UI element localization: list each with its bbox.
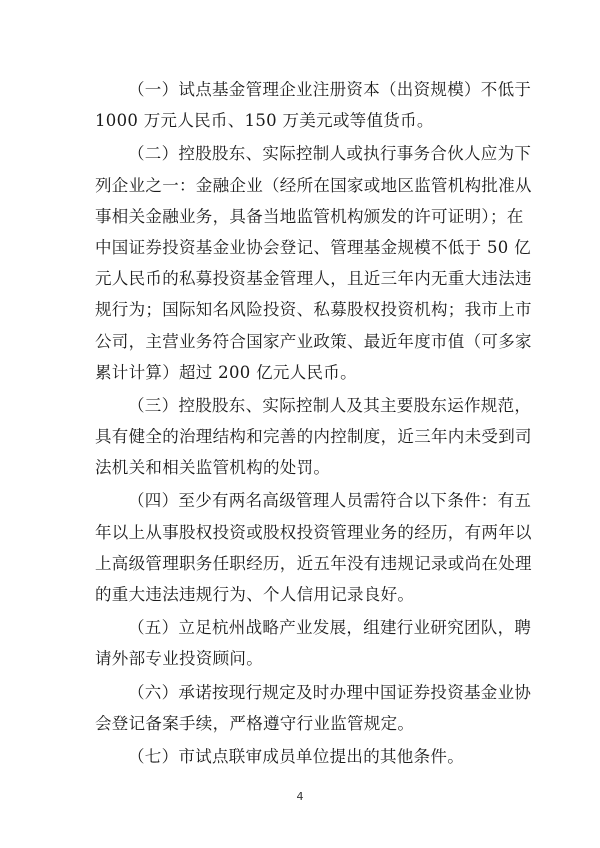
text-line: （一）试点基金管理企业注册资本（出资规模）不低于 — [128, 80, 532, 99]
text-line: （三）控股股东、实际控制人及其主要股东运作规范， — [128, 395, 532, 415]
document-body — [95, 74, 532, 772]
text-line: 法机关和相关监管机构的处罚。 — [95, 458, 331, 478]
paragraph-6 — [95, 677, 532, 739]
text-line: 中国证券投资基金业协会登记、管理基金规模不低于 50 亿 — [95, 237, 531, 257]
paragraph-7 — [95, 741, 515, 772]
text-line: 事相关金融业务，具备当地监管机构颁发的许可证明）；在 — [95, 206, 524, 226]
text-line: 规行为；国际知名风险投资、私募股权投资机构；我市上市 — [95, 300, 532, 320]
text-line: （五）立足杭州战略产业发展，组建行业研究团队，聘 — [128, 618, 532, 638]
paragraph-5 — [95, 612, 532, 674]
text-line: 具有健全的治理结构和完善的内控制度，近三年内未受到司 — [95, 427, 532, 447]
text-line: 累计计算）超过 200 亿元人民币。 — [95, 362, 357, 382]
paragraph-4 — [95, 485, 532, 610]
text-line: 请外部专业投资顾问。 — [95, 649, 263, 669]
text-line: 列企业之一：金融企业（经所在国家或地区监管机构批准从 — [95, 175, 532, 195]
text-line: 年以上从事股权投资或股权投资管理业务的经历，有两年以 — [95, 522, 532, 542]
page-number: 4 — [296, 790, 304, 803]
text-line: （六）承诺按现行规定及时办理中国证券投资基金业协 — [128, 682, 532, 702]
text-line: 会登记备案手续，严格遵守行业监管规定。 — [95, 713, 415, 733]
text-line: （四）至少有两名高级管理人员需符合以下条件：有五 — [128, 491, 532, 511]
text-line: 的重大违法违规行为、个人信用记录良好。 — [95, 585, 415, 604]
paragraph-1 — [95, 74, 532, 136]
text-line: 1000 万元人民币、150 万美元或等值货币。 — [95, 111, 434, 131]
paragraph-2 — [95, 138, 532, 388]
text-line: 公司，主营业务符合国家产业政策、最近年度市值（可多家 — [95, 331, 532, 351]
paragraph-3 — [95, 390, 532, 484]
text-line: （七）市试点联审成员单位提出的其他条件。 — [128, 746, 464, 766]
text-line: （二）控股股东、实际控制人或执行事务合伙人应为下 — [128, 144, 532, 164]
text-line: 上高级管理职务任职经历，近五年没有违规记录或尚在处理 — [95, 553, 532, 573]
text-line: 元人民币的私募投资基金管理人，且近三年内无重大违法违 — [95, 269, 532, 289]
